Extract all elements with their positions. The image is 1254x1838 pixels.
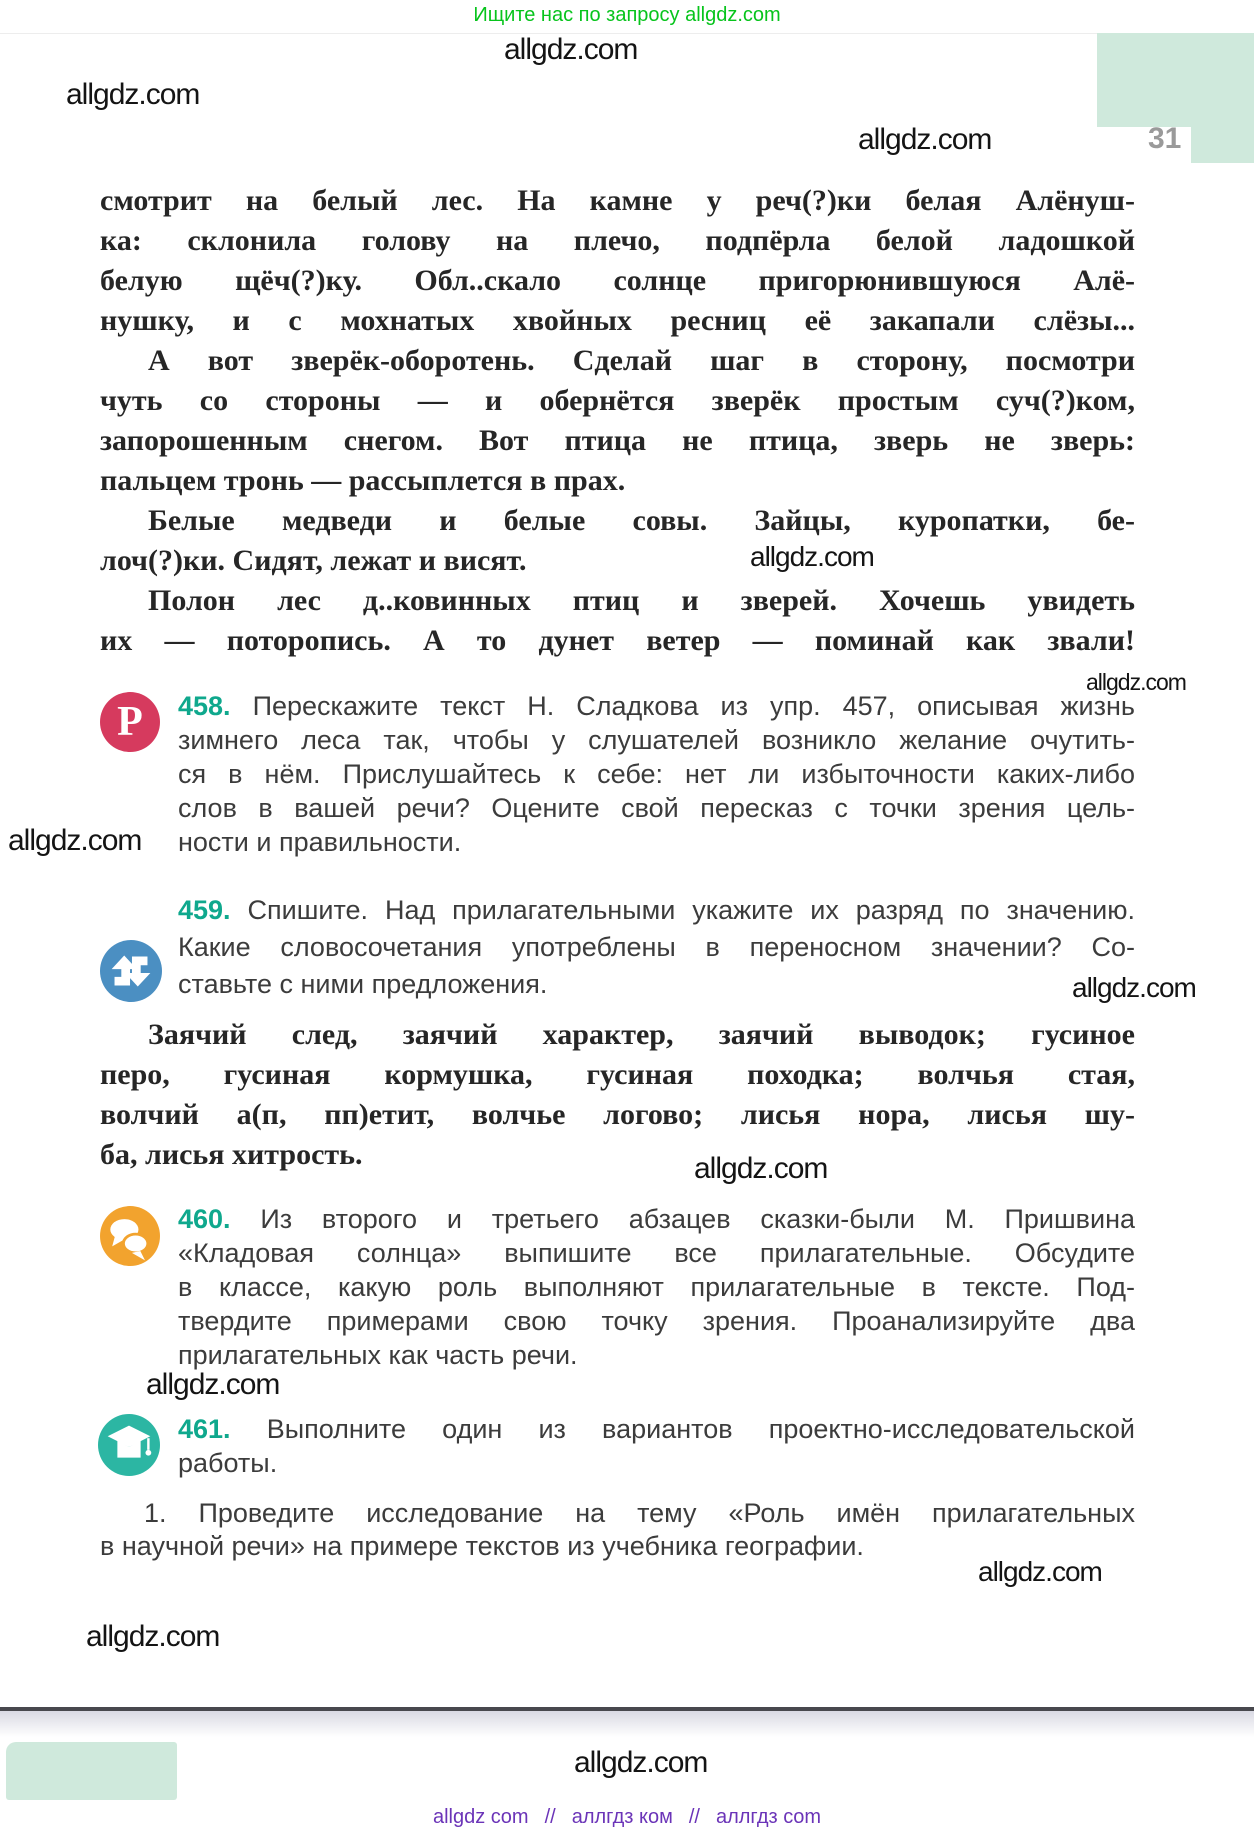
exercise-line-text: Выполните один из вариантов проектно-исследовательской xyxy=(266,1414,1135,1444)
exercise-line: зимнего леса так, чтобы у слушателей возникло желание очутить- xyxy=(178,725,1135,755)
watermark: allgdz.com xyxy=(146,1368,280,1401)
task-line: в научной речи» на примере текстов из учебника географии. xyxy=(100,1531,864,1561)
word-list-line: ба, лисья хитрость. xyxy=(100,1138,363,1171)
watermark: allgdz.com xyxy=(1072,972,1196,1003)
word-list-line: Заячий след, заячий характер, заячий выводок; гусиное xyxy=(148,1018,1135,1051)
cycle-arrows-glyph xyxy=(100,940,162,1002)
exercise-line: ся в нём. Прислушайтесь к себе: нет ли избыточности каких-либо xyxy=(178,759,1135,789)
word-list-line: волчий а(п, пп)етит, волчье логово; лисья нора, лисья шу- xyxy=(100,1098,1135,1131)
story-line: Белые медведи и белые совы. Зайцы, куропатки, бе- xyxy=(148,504,1135,537)
watermark: allgdz.com xyxy=(504,33,638,66)
watermark: allgdz.com xyxy=(750,541,874,572)
copy-exchange-icon xyxy=(100,940,162,1002)
exercise-460 xyxy=(178,1202,1135,1372)
story-line: смотрит на белый лес. На камне у реч(?)ки белая Алёнуш- xyxy=(100,184,1135,217)
speech-bubbles-glyph xyxy=(100,1206,160,1266)
graduation-cap-glyph xyxy=(98,1414,160,1476)
divider-shadow xyxy=(0,1711,1254,1737)
story-line: чуть со стороны — и обернётся зверёк простым суч(?)ком, xyxy=(100,384,1135,417)
story-text xyxy=(100,181,1135,661)
speech-development-icon xyxy=(100,692,160,752)
exercise-line: твердите примерами свою точку зрения. Проанализируйте два xyxy=(178,1306,1135,1336)
footer-link-allgdz-kom[interactable]: аллгдз ком xyxy=(571,1806,673,1828)
footer-link-allgdz-com-cyrillic[interactable]: аллгдз com xyxy=(715,1806,821,1828)
corner-decoration-block xyxy=(1097,33,1254,127)
watermark: allgdz.com xyxy=(978,1556,1102,1587)
exercise-line: «Кладовая солнца» выпишите все прилагательные. Обсудите xyxy=(178,1238,1135,1268)
story-line: пальцем тронь — рассыплется в прах. xyxy=(100,464,626,497)
letter-r-glyph: Р xyxy=(117,699,143,745)
exercise-line: в классе, какую роль выполняют прилагательные в тексте. Под- xyxy=(178,1272,1135,1302)
story-line: лоч(?)ки. Сидят, лежат и висят. xyxy=(100,544,527,577)
watermark: allgdz.com xyxy=(694,1152,828,1185)
story-line: белую щёч(?)ку. Обл..скало солнце пригорюнившуюся Алё- xyxy=(100,264,1135,297)
exercise-number: 460. xyxy=(178,1204,231,1234)
page-number: 31 xyxy=(1148,122,1182,155)
exercise-461 xyxy=(178,1412,1135,1480)
exercise-number: 458. xyxy=(178,691,231,721)
footer-separator: // xyxy=(688,1806,700,1828)
exercise-line-text: Перескажите текст Н. Сладкова из упр. 457, описывая жизнь xyxy=(252,691,1135,721)
corner-decoration-block-step xyxy=(1191,127,1254,163)
exercise-line xyxy=(178,1412,1135,1446)
watermark: allgdz.com xyxy=(66,78,200,111)
story-line: А вот зверёк-оборотень. Сделай шаг в сторону, посмотри xyxy=(148,344,1135,377)
task-line: 1. Проведите исследование на тему «Роль имён прилагательных xyxy=(144,1498,1135,1528)
exercise-line xyxy=(178,1202,1135,1236)
exercise-459 xyxy=(178,892,1135,1003)
footer-separator: // xyxy=(544,1806,556,1828)
watermark: allgdz.com xyxy=(1086,669,1186,695)
footer-decoration-block xyxy=(6,1742,177,1800)
exercise-line xyxy=(178,892,1135,929)
story-line: запорошенным снегом. Вот птица не птица, зверь не зверь: xyxy=(100,424,1135,457)
exercise-line: ставьте с ними предложения. xyxy=(178,969,548,999)
watermark: allgdz.com xyxy=(8,824,142,857)
story-line: нушку, и с мохнатых хвойных ресниц её закапали слёзы... xyxy=(100,304,1135,337)
exercise-line: работы. xyxy=(178,1448,278,1478)
promo-search-text[interactable]: Ищите нас по запросу allgdz.com xyxy=(473,4,781,26)
exercise-458 xyxy=(178,689,1135,859)
exercise-line: ности и правильности. xyxy=(178,827,462,857)
footer-links xyxy=(0,1806,1254,1829)
exercise-line: Какие словосочетания употреблены в переносном значении? Со- xyxy=(178,932,1135,962)
exercise-461-task-1 xyxy=(100,1497,1135,1563)
story-line: Полон лес д..ковинных птиц и зверей. Хочешь увидеть xyxy=(148,584,1135,617)
discussion-icon xyxy=(100,1206,160,1266)
exercise-number: 461. xyxy=(178,1414,231,1444)
watermark-footer: allgdz.com xyxy=(574,1746,708,1779)
exercise-line: прилагательных как часть речи. xyxy=(178,1340,578,1370)
watermark: allgdz.com xyxy=(86,1620,220,1653)
exercise-line-text: Спишите. Над прилагательными укажите их разряд по значению. xyxy=(247,895,1135,925)
story-line: ка: склонила голову на плечо, подпёрла белой ладошкой xyxy=(100,224,1135,257)
exercise-line xyxy=(178,689,1135,723)
story-line: их — поторопись. А то дунет ветер — поминай как звали! xyxy=(100,624,1135,657)
footer-link-allgdz-com[interactable]: allgdz com xyxy=(432,1806,529,1828)
exercise-number: 459. xyxy=(178,895,231,925)
project-research-icon xyxy=(98,1414,160,1476)
word-list-line: перо, гусиная кормушка, гусиная походка; волчья стая, xyxy=(100,1058,1135,1091)
exercise-line: слов в вашей речи? Оцените свой пересказ с точки зрения цель- xyxy=(178,793,1135,823)
word-list xyxy=(100,1015,1135,1175)
exercise-line-text: Из второго и третьего абзацев сказки-были М. Пришвина xyxy=(260,1204,1135,1234)
watermark: allgdz.com xyxy=(858,123,992,156)
